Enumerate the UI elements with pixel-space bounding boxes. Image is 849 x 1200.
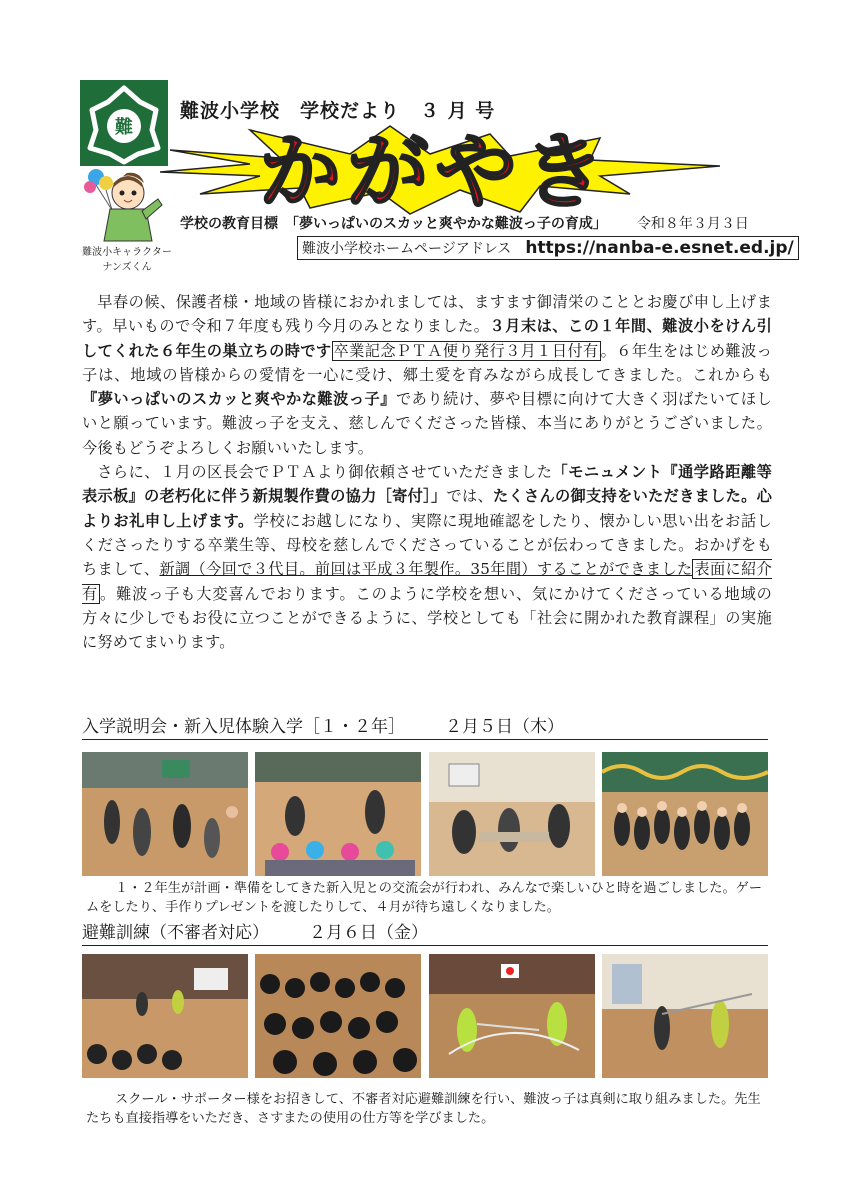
- photo-game: [82, 752, 248, 876]
- section-date: ２月５日（木）: [445, 717, 564, 737]
- mascot-caption-line1: 難波小キャラクター: [82, 247, 172, 258]
- caption-drill: スクール・サポーター様をお招きして、不審者対応避難訓練を行い、難波っ子は真剣に取り組みました。先生たちも直接指導をいただき、さすまたの使用の仕方等を学びました。: [86, 1092, 761, 1126]
- front-page-notice: 表面に紹介有: [82, 560, 773, 603]
- principal-message: [82, 290, 772, 654]
- mascot-illustration: [82, 165, 172, 245]
- section-date: ２月６日（金）: [309, 923, 428, 943]
- homepage-address: [297, 236, 799, 260]
- photo-row-entrance: [82, 752, 768, 876]
- photo-row-drill: [82, 954, 768, 1078]
- photo-students-seated: [255, 954, 421, 1078]
- photo-sasumata-drill: [429, 954, 595, 1078]
- school-logo: [80, 80, 168, 166]
- logo-glyph: 難: [115, 117, 133, 138]
- mascot-caption-line2: ナンズくん: [102, 262, 152, 273]
- pta-newsletter-notice: 卒業記念ＰＴＡ便り発行３月１日付有: [333, 341, 599, 360]
- newsletter-title: かがやき: [258, 125, 612, 220]
- mascot-caption: [82, 245, 172, 275]
- photo-gym-lecture: [82, 954, 248, 1078]
- section-heading-drill: [82, 918, 768, 946]
- homepage-url[interactable]: https://nanba-e.esnet.ed.jp/: [525, 238, 794, 258]
- photo-briefing: [429, 752, 595, 876]
- caption-entrance: １・２年生が計画・準備をしてきた新入児との交流会が行われ、みんなで楽しいひと時を過ごしました。ゲームをしたり、手作りプレゼントを渡したりして、４月が待ち遠しくなりました。: [86, 881, 763, 915]
- education-goal: [180, 213, 749, 233]
- photo-group: [602, 752, 768, 876]
- title-burst: [160, 120, 720, 220]
- issue-date: 令和８年３月３日: [636, 216, 749, 232]
- photo-suspect-role: [602, 954, 768, 1078]
- section-title: 避難訓練（不審者対応）: [82, 923, 269, 943]
- section-heading-entrance: [82, 712, 768, 740]
- homepage-label: 難波小学校ホームページアドレス: [302, 241, 512, 257]
- photo-present: [255, 752, 421, 876]
- goal-text: 学校の教育目標 「夢いっぱいのスカッと爽やかな難波っ子の育成」: [180, 216, 607, 232]
- message-paragraph-1: 早春の候、保護者様・地域の皆様におかれましては、ますます御清栄のこととお慶び申し上げます。早いもので令和７年度も残り今月のみとなりました。３月末は、この１年間、難波小をけん引してくれた６年生の巣立ちの時です 卒業記念ＰＴＡ便り発行３月１日付有 。６年生をはじめ難波っ子は、地域の皆様からの愛情を一心に受け、郷土愛を育みながら成長してきました。これからも『夢いっぱいのスカッと爽やかな難波っ子』であり続け、夢や目標に向けて大きく羽ばたいてほしいと願っています。難波っ子を支え、慈しんでくださった皆様、本当にありがとうございました。今後もどうぞよろしくお願いいたします。: [82, 293, 772, 457]
- section-title: 入学説明会・新入児体験入学［１・２年］: [82, 717, 405, 737]
- message-paragraph-2: さらに、１月の区長会でＰＴＡより御依頼させていただきました「モニュメント『通学路距離等表示板』の老朽化に伴う新規製作費の協力［寄付］」では、たくさんの御支持をいただきました。心よりお礼申し上げます。学校にお越しになり、実際に現地確認をしたり、懐かしい思い出をお話しくださったりする卒業生等、母校を慈しんでくださっていることが伝わってきました。おかげをもちまして、新調（今回で３代目。前回は平成３年製作。35年間）することができました 表面に紹介有 。難波っ子も大変喜んでおります。このように学校を想い、気にかけてくださっている地域の方々に少しでもお役に立つことができるように、学校としても「社会に開かれた教育課程」の実施に努めてまいります。: [82, 463, 773, 652]
- school-issue-title: 難波小学校 学校だより ３ 月 号: [180, 100, 496, 122]
